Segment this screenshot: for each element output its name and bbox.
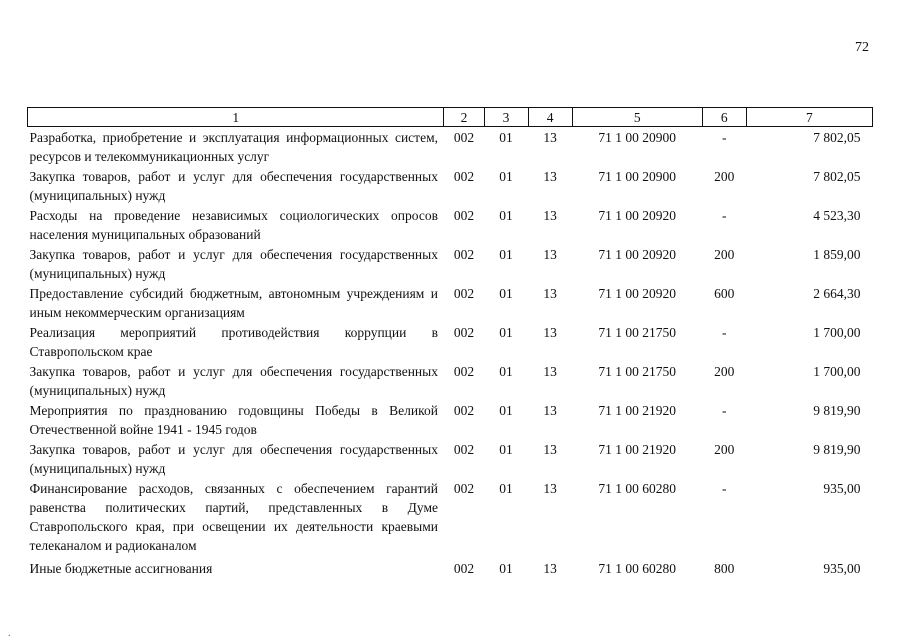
row-expense-type: 200: [714, 442, 735, 457]
row-description: Реализация мероприятий противодействия коррупции в Ставропольском крае: [29, 325, 438, 359]
row-section: 01: [499, 403, 513, 418]
row-section: 01: [499, 325, 513, 340]
row-admin-code: 002: [453, 364, 475, 379]
table-row: [28, 127, 873, 167]
page-number: 72: [855, 40, 869, 55]
row-expense-type: 600: [714, 286, 735, 301]
stray-mark: .: [8, 628, 11, 639]
header-col-7: 7: [746, 108, 872, 127]
row-admin-code: 002: [453, 208, 475, 223]
row-subsection: 13: [543, 130, 557, 145]
row-section: 01: [499, 208, 513, 223]
row-description: Закупка товаров, работ и услуг для обеспечения государственных (муниципальных) нужд: [29, 169, 438, 203]
table-row: [28, 400, 873, 439]
row-target-article: 71 1 00 20920: [598, 247, 676, 262]
row-subsection: 13: [543, 442, 557, 457]
row-target-article: 71 1 00 21920: [598, 442, 676, 457]
header-col-1: 1: [28, 108, 444, 127]
row-amount: 9 819,90: [813, 403, 861, 418]
row-amount: 1 859,00: [813, 247, 861, 262]
table-row: [28, 244, 873, 283]
row-target-article: 71 1 00 21750: [598, 364, 676, 379]
row-admin-code: 002: [453, 130, 475, 145]
table-row: [28, 361, 873, 400]
table-row: [28, 478, 873, 555]
row-expense-type: -: [722, 130, 727, 145]
row-target-article: 71 1 00 20920: [598, 286, 676, 301]
row-expense-type: 800: [714, 561, 735, 576]
row-subsection: 13: [543, 403, 557, 418]
row-subsection: 13: [543, 286, 557, 301]
row-amount: 935,00: [823, 481, 861, 496]
table-row: [28, 205, 873, 244]
row-amount: 1 700,00: [813, 325, 861, 340]
row-admin-code: 002: [453, 247, 475, 262]
row-expense-type: 200: [714, 364, 735, 379]
row-expense-type: 200: [714, 247, 735, 262]
row-amount: 9 819,90: [813, 442, 861, 457]
row-expense-type: -: [722, 325, 727, 340]
row-subsection: 13: [543, 325, 557, 340]
row-admin-code: 002: [453, 325, 475, 340]
row-description: Иные бюджетные ассигнования: [29, 561, 213, 576]
row-section: 01: [499, 286, 513, 301]
row-subsection: 13: [543, 481, 557, 496]
row-target-article: 71 1 00 21920: [598, 403, 676, 418]
row-target-article: 71 1 00 60280: [598, 561, 676, 576]
row-description: Предоставление субсидий бюджетным, автономным учреждениям и иным некоммерческим организациям: [29, 286, 438, 320]
row-target-article: 71 1 00 20900: [598, 130, 676, 145]
row-section: 01: [499, 130, 513, 145]
row-section: 01: [499, 481, 513, 496]
row-section: 01: [499, 442, 513, 457]
row-subsection: 13: [543, 561, 557, 576]
table-body: [28, 127, 873, 579]
row-subsection: 13: [543, 364, 557, 379]
row-description: Закупка товаров, работ и услуг для обеспечения государственных (муниципальных) нужд: [29, 247, 438, 281]
table-row: [28, 166, 873, 205]
row-subsection: 13: [543, 247, 557, 262]
row-admin-code: 002: [453, 481, 475, 496]
budget-table: [27, 107, 873, 578]
row-description: Расходы на проведение независимых социологических опросов населения муниципальных образований: [29, 208, 438, 242]
row-admin-code: 002: [453, 561, 475, 576]
header-col-5: 5: [572, 108, 702, 127]
table-row: [28, 283, 873, 322]
row-admin-code: 002: [453, 442, 475, 457]
row-target-article: 71 1 00 20900: [598, 169, 676, 184]
table-row: [28, 555, 873, 578]
row-target-article: 71 1 00 20920: [598, 208, 676, 223]
row-section: 01: [499, 169, 513, 184]
row-target-article: 71 1 00 60280: [598, 481, 676, 496]
row-description: Закупка товаров, работ и услуг для обеспечения государственных (муниципальных) нужд: [29, 364, 438, 398]
row-expense-type: -: [722, 208, 727, 223]
table-row: [28, 322, 873, 361]
row-expense-type: 200: [714, 169, 735, 184]
row-amount: 7 802,05: [813, 130, 861, 145]
row-description: Закупка товаров, работ и услуг для обеспечения государственных (муниципальных) нужд: [29, 442, 438, 476]
row-section: 01: [499, 247, 513, 262]
row-expense-type: -: [722, 403, 727, 418]
table-row: [28, 439, 873, 478]
row-admin-code: 002: [453, 169, 475, 184]
header-row: [28, 108, 873, 127]
row-subsection: 13: [543, 208, 557, 223]
row-admin-code: 002: [453, 286, 475, 301]
row-expense-type: -: [722, 481, 727, 496]
row-description: Разработка, приобретение и эксплуатация информационных систем, ресурсов и телекоммуникационных услуг: [29, 130, 438, 164]
row-admin-code: 002: [453, 403, 475, 418]
row-amount: 7 802,05: [813, 169, 861, 184]
header-col-2: 2: [444, 108, 484, 127]
row-description: Финансирование расходов, связанных с обеспечением гарантий равенства политических партий, представленных в Думе Ставропольского края, при освещении их деятельности краевыми телеканалом и радиоканалом: [29, 481, 438, 553]
row-amount: 2 664,30: [813, 286, 861, 301]
row-section: 01: [499, 561, 513, 576]
row-amount: 1 700,00: [813, 364, 861, 379]
header-col-6: 6: [702, 108, 746, 127]
row-target-article: 71 1 00 21750: [598, 325, 676, 340]
header-col-3: 3: [484, 108, 528, 127]
row-subsection: 13: [543, 169, 557, 184]
row-description: Мероприятия по празднованию годовщины Победы в Великой Отечественной войне 1941 - 1945 годов: [29, 403, 438, 437]
table-header: [28, 108, 873, 127]
row-section: 01: [499, 364, 513, 379]
header-col-4: 4: [528, 108, 572, 127]
row-amount: 4 523,30: [813, 208, 861, 223]
row-amount: 935,00: [823, 561, 861, 576]
